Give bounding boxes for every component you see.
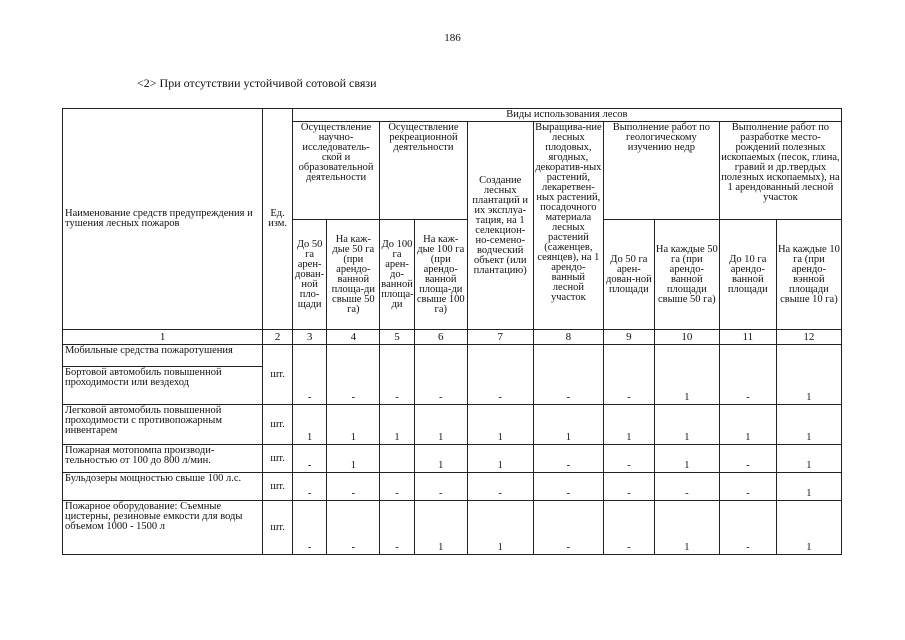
row-value: - bbox=[327, 501, 380, 555]
row-value: - bbox=[327, 473, 380, 501]
row-value: - bbox=[603, 501, 654, 555]
row-value: 1 bbox=[654, 445, 719, 473]
page-number: 186 bbox=[444, 32, 461, 44]
row-value: 1 bbox=[654, 405, 719, 445]
row-value: - bbox=[292, 445, 327, 473]
row-value: - bbox=[603, 473, 654, 501]
row-value: 1 bbox=[719, 405, 776, 445]
row-name: Бульдозеры мощностью свыше 100 л.с. bbox=[63, 473, 263, 501]
column-number: 6 bbox=[414, 330, 467, 345]
column-number: 4 bbox=[327, 330, 380, 345]
row-value: 1 bbox=[776, 473, 841, 501]
column-number: 10 bbox=[654, 330, 719, 345]
row-value: - bbox=[327, 345, 380, 405]
row-value: - bbox=[533, 345, 603, 405]
row-unit: шт. bbox=[263, 445, 292, 473]
row-value: 1 bbox=[292, 405, 327, 445]
row-value: 1 bbox=[467, 445, 533, 473]
group-geology: Выполнение работ по геологическому изучению недр bbox=[603, 122, 719, 220]
row-name: Бортовой автомобиль повышенной проходимости или вездеход bbox=[63, 367, 263, 405]
row-value: - bbox=[654, 473, 719, 501]
row-value: - bbox=[380, 345, 415, 405]
row-value: - bbox=[533, 473, 603, 501]
row-value: - bbox=[719, 473, 776, 501]
subheader-col6: На каж-дые 100 га (при арендо-ванной площа-ди свыше 100 га) bbox=[414, 220, 467, 330]
row-value: - bbox=[533, 501, 603, 555]
column-number: 5 bbox=[380, 330, 415, 345]
table-row bbox=[63, 445, 842, 473]
column-number: 7 bbox=[467, 330, 533, 345]
subheader-col4: На каж-дые 50 га (при арендо-ванной площа-ди свыше 50 га) bbox=[327, 220, 380, 330]
group-recreation: Осуществление рекреационной деятельности bbox=[380, 122, 467, 220]
row-value: - bbox=[292, 345, 327, 405]
footnote: <2> При отсутствии устойчивой сотовой связи bbox=[137, 76, 377, 90]
equipment-table bbox=[62, 108, 842, 555]
row-value: - bbox=[414, 345, 467, 405]
row-unit: шт. bbox=[263, 473, 292, 501]
group-growing: Выращива-ние лесных плодовых, ягодных, декоратив-ных растений, лекаретвен-ных растений, посадочного материала лесных растений (саженцев, сеянцев), на 1 арендо-ванный лесной участок bbox=[533, 122, 603, 330]
column-numbers-row bbox=[63, 330, 842, 345]
row-value: - bbox=[533, 445, 603, 473]
name-header: Наименование средств предупреждения и тушения лесных пожаров bbox=[63, 109, 263, 330]
row-value: 1 bbox=[533, 405, 603, 445]
subheader-col3: До 50 га арен-дован-ной пло-щади bbox=[292, 220, 327, 330]
group-mining: Выполнение работ по разработке место-рождений полезных ископаемых (песок, глина, гравий и др.твердых полезных ископаемых), на 1 арендованный лесной участок bbox=[719, 122, 841, 220]
row-value: - bbox=[380, 501, 415, 555]
subheader-col12: На каждые 10 га (при арендо-вэнной площади свыше 10 га) bbox=[776, 220, 841, 330]
table-row bbox=[63, 405, 842, 445]
row-name: Пожарное оборудование: Съемные цистерны, резиновые емкости для воды объемом 1000 - 1500 л bbox=[63, 501, 263, 555]
subheader-col5: До 100 га арен-до-ванной площа-ди bbox=[380, 220, 415, 330]
group-plantations: Создание лесных плантаций и их эксплуа-тация, на 1 селекцион-но-семено-водческий объект (или плантацию) bbox=[467, 122, 533, 330]
row-value: 1 bbox=[414, 501, 467, 555]
column-number: 12 bbox=[776, 330, 841, 345]
row-value: 1 bbox=[467, 405, 533, 445]
row-value: 1 bbox=[603, 405, 654, 445]
row-value: - bbox=[719, 345, 776, 405]
row-value: - bbox=[380, 473, 415, 501]
row-value: 1 bbox=[654, 345, 719, 405]
unit-header: Ед. изм. bbox=[263, 109, 292, 330]
row-value: 1 bbox=[414, 405, 467, 445]
row-value: 1 bbox=[654, 501, 719, 555]
subheader-col9: До 50 га арен-дован-ной площади bbox=[603, 220, 654, 330]
table-row bbox=[63, 473, 842, 501]
row-value: 1 bbox=[776, 345, 841, 405]
subheader-col10: На каждые 50 га (при арендо-ванной площади свыше 50 га) bbox=[654, 220, 719, 330]
row-value: 1 bbox=[776, 445, 841, 473]
column-number: 11 bbox=[719, 330, 776, 345]
row-value: - bbox=[414, 473, 467, 501]
table-row bbox=[63, 345, 842, 367]
row-name: Мобильные средства пожаротушения bbox=[63, 345, 263, 367]
row-value: - bbox=[467, 473, 533, 501]
row-name: Пожарная мотопомпа производи-тельностью от 100 до 800 л/мин. bbox=[63, 445, 263, 473]
row-name: Легковой автомобиль повышенной проходимости с противопожарным инвентарем bbox=[63, 405, 263, 445]
row-value: - bbox=[292, 473, 327, 501]
row-value: 1 bbox=[414, 445, 467, 473]
row-unit: шт. bbox=[263, 501, 292, 555]
row-value: - bbox=[603, 345, 654, 405]
subheader-col11: До 10 га арендо-ванной площади bbox=[719, 220, 776, 330]
column-number: 3 bbox=[292, 330, 327, 345]
group-science: Осуществление научно-исследователь-ской и образовательной деятельности bbox=[292, 122, 379, 220]
row-value: 1 bbox=[776, 501, 841, 555]
row-value bbox=[380, 445, 415, 473]
row-value: 1 bbox=[776, 405, 841, 445]
row-value: 1 bbox=[380, 405, 415, 445]
row-value: - bbox=[719, 501, 776, 555]
row-value: 1 bbox=[327, 445, 380, 473]
row-unit: шт. bbox=[263, 405, 292, 445]
group-header: Виды использования лесов bbox=[292, 109, 841, 122]
row-value: - bbox=[292, 501, 327, 555]
column-number: 2 bbox=[263, 330, 292, 345]
table-row bbox=[63, 501, 842, 555]
row-value: 1 bbox=[327, 405, 380, 445]
row-value: 1 bbox=[467, 501, 533, 555]
column-number: 8 bbox=[533, 330, 603, 345]
row-value: - bbox=[467, 345, 533, 405]
row-value: - bbox=[719, 445, 776, 473]
row-unit: шт. bbox=[263, 345, 292, 405]
column-number: 1 bbox=[63, 330, 263, 345]
row-value: - bbox=[603, 445, 654, 473]
column-number: 9 bbox=[603, 330, 654, 345]
